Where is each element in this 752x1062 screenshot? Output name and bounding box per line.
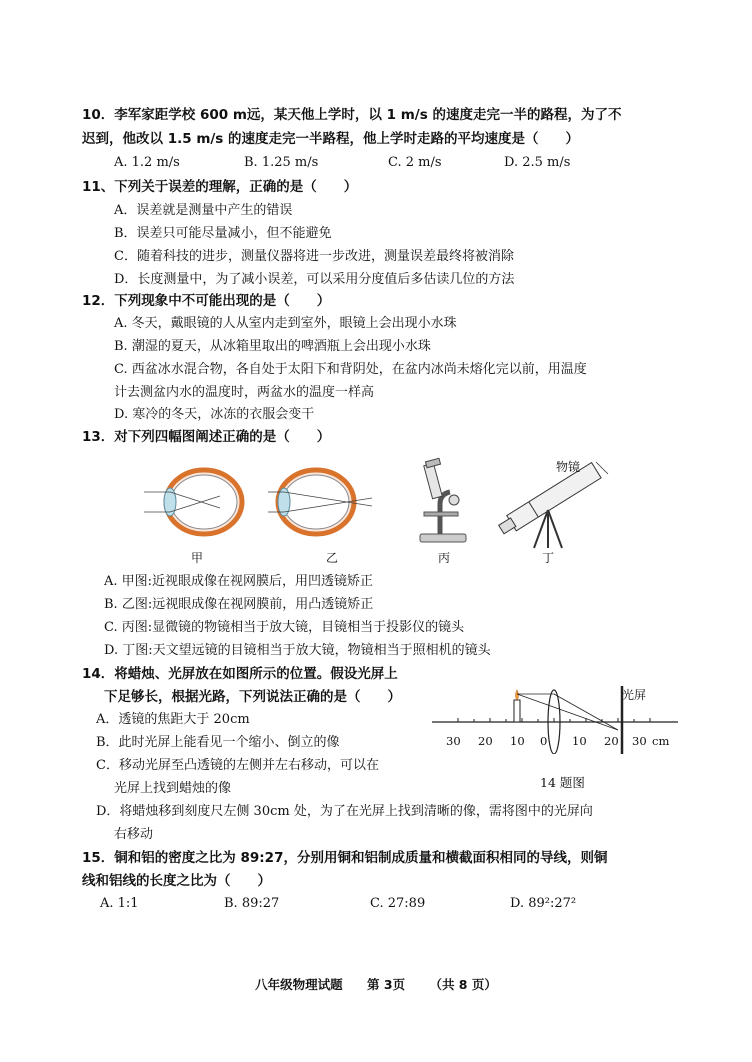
telescope-figure bbox=[490, 458, 620, 550]
figure-caption: 14 题图 bbox=[540, 775, 585, 790]
eye-figure-yi bbox=[268, 462, 378, 542]
q10-option-a: A. 1.2 m/s bbox=[114, 155, 180, 170]
unit-label: cm bbox=[652, 734, 670, 748]
q10-option-b: B. 1.25 m/s bbox=[244, 155, 319, 170]
q12-option-c-line2: 计去测盆内水的温度时，两盆水的温度一样高 bbox=[114, 385, 375, 400]
fig-label-ding: 丁 bbox=[542, 551, 555, 565]
q11-option-b: B．误差只可能尽量减小，但不能避免 bbox=[114, 226, 332, 241]
q15-option-a: A. 1:1 bbox=[100, 896, 139, 911]
q12-stem: 12．下列现象中不可能出现的是（ ） bbox=[82, 293, 331, 309]
tick-label: 20 bbox=[604, 734, 619, 748]
q15-line2: 线和铝线的长度之比为（ ） bbox=[82, 873, 271, 889]
ruler-ticks bbox=[446, 732, 669, 750]
q14-option-d-line1: D．将蜡烛移到刻度尺左侧 30cm 处，为了在光屏上找到清晰的像，需将图中的光屏向 bbox=[96, 804, 593, 819]
fig-label-bing: 丙 bbox=[438, 551, 451, 565]
fig-label-jia: 甲 bbox=[191, 551, 204, 565]
q10-line1: 10．李军家距学校 600 m远，某天他上学时，以 1 m/s 的速度走完一半的路程，为了不 bbox=[82, 107, 622, 123]
q11-option-c: C．随着科技的进步，测量仪器将进一步改进，测量误差最终将被消除 bbox=[114, 249, 514, 264]
q10-option-c: C. 2 m/s bbox=[388, 155, 442, 170]
q15-option-c: C. 27:89 bbox=[370, 896, 426, 911]
q15-options bbox=[100, 895, 576, 913]
q13-option-a: A. 甲图:近视眼成像在视网膜后，用凹透镜矫正 bbox=[104, 574, 374, 589]
q14-stem-line1: 14．将蜡烛、光屏放在如图所示的位置。假设光屏上 bbox=[82, 666, 398, 682]
q13-option-b: B. 乙图:远视眼成像在视网膜前，用凸透镜矫正 bbox=[104, 597, 374, 612]
q13-option-d: D. 丁图:天文望远镜的目镜相当于放大镜，物镜相当于照相机的镜头 bbox=[104, 643, 491, 658]
fig-label-yi: 乙 bbox=[326, 551, 339, 565]
tick-label: 30 bbox=[632, 734, 647, 748]
q12-option-b: B. 潮湿的夏天，从冰箱里取出的啤酒瓶上会出现小水珠 bbox=[114, 339, 431, 354]
q14-option-d-line2: 右移动 bbox=[114, 827, 154, 842]
tick-label: 30 bbox=[446, 734, 461, 748]
q14-option-c-line2: 光屏上找到蜡烛的像 bbox=[114, 781, 232, 796]
q14-option-a: A．透镜的焦距大于 20cm bbox=[96, 712, 250, 727]
q11-stem: 11、下列关于误差的理解，正确的是（ ） bbox=[82, 179, 358, 195]
tick-label: 10 bbox=[510, 734, 525, 748]
q15-line1: 15．铜和铝的密度之比为 89:27，分别用铜和铝制成质量和横截面积相同的导线，则铜 bbox=[82, 850, 608, 866]
q15-option-d: D. 89²:27² bbox=[510, 896, 577, 911]
q14-stem-line2: 下足够长，根据光路，下列说法正确的是（ ） bbox=[104, 689, 401, 705]
q11-option-a: A．误差就是测量中产生的错误 bbox=[114, 203, 293, 218]
footer-total: （共 8 页） bbox=[429, 977, 497, 992]
tick-label: 20 bbox=[478, 734, 493, 748]
q10-options bbox=[114, 154, 570, 172]
q13-stem: 13．对下列四幅图阐述正确的是（ ） bbox=[82, 429, 331, 445]
q13-option-c: C. 丙图:显微镜的物镜相当于放大镜，目镜相当于投影仪的镜头 bbox=[104, 620, 465, 635]
q12-option-c-line1: C. 西盆冰水混合物，各自处于太阳下和背阴处，在盆内冰尚未熔化完以前，用温度 bbox=[114, 362, 587, 377]
tick-label: 10 bbox=[572, 734, 587, 748]
page-footer bbox=[0, 975, 752, 993]
eye-figure-jia bbox=[140, 462, 250, 542]
q10-line2: 迟到，他改以 1.5 m/s 的速度走完一半路程，他上学时走路的平均速度是（ ） bbox=[82, 131, 580, 147]
tick-label: 0 bbox=[540, 734, 548, 748]
microscope-figure bbox=[410, 458, 474, 546]
footer-subject: 八年级物理试题 bbox=[255, 977, 343, 992]
footer-page: 第 3页 bbox=[367, 977, 406, 992]
q12-option-d: D. 寒冷的冬天，冰冻的衣服会变干 bbox=[114, 407, 315, 422]
screen-label: 光屏 bbox=[622, 688, 647, 702]
q11-option-d: D．长度测量中，为了减小误差，可以采用分度值后多估读几位的方法 bbox=[114, 272, 515, 287]
q10-option-d: D. 2.5 m/s bbox=[504, 155, 571, 170]
q14-option-b: B．此时光屏上能看见一个缩小、倒立的像 bbox=[96, 735, 340, 750]
q15-option-b: B. 89:27 bbox=[224, 896, 280, 911]
q12-option-a: A. 冬天，戴眼镜的人从室内走到室外，眼镜上会出现小水珠 bbox=[114, 316, 457, 331]
telescope-objective-label: 物镜 bbox=[556, 460, 581, 474]
q14-option-c-line1: C．移动光屏至凸透镜的左侧并左右移动，可以在 bbox=[96, 758, 379, 773]
